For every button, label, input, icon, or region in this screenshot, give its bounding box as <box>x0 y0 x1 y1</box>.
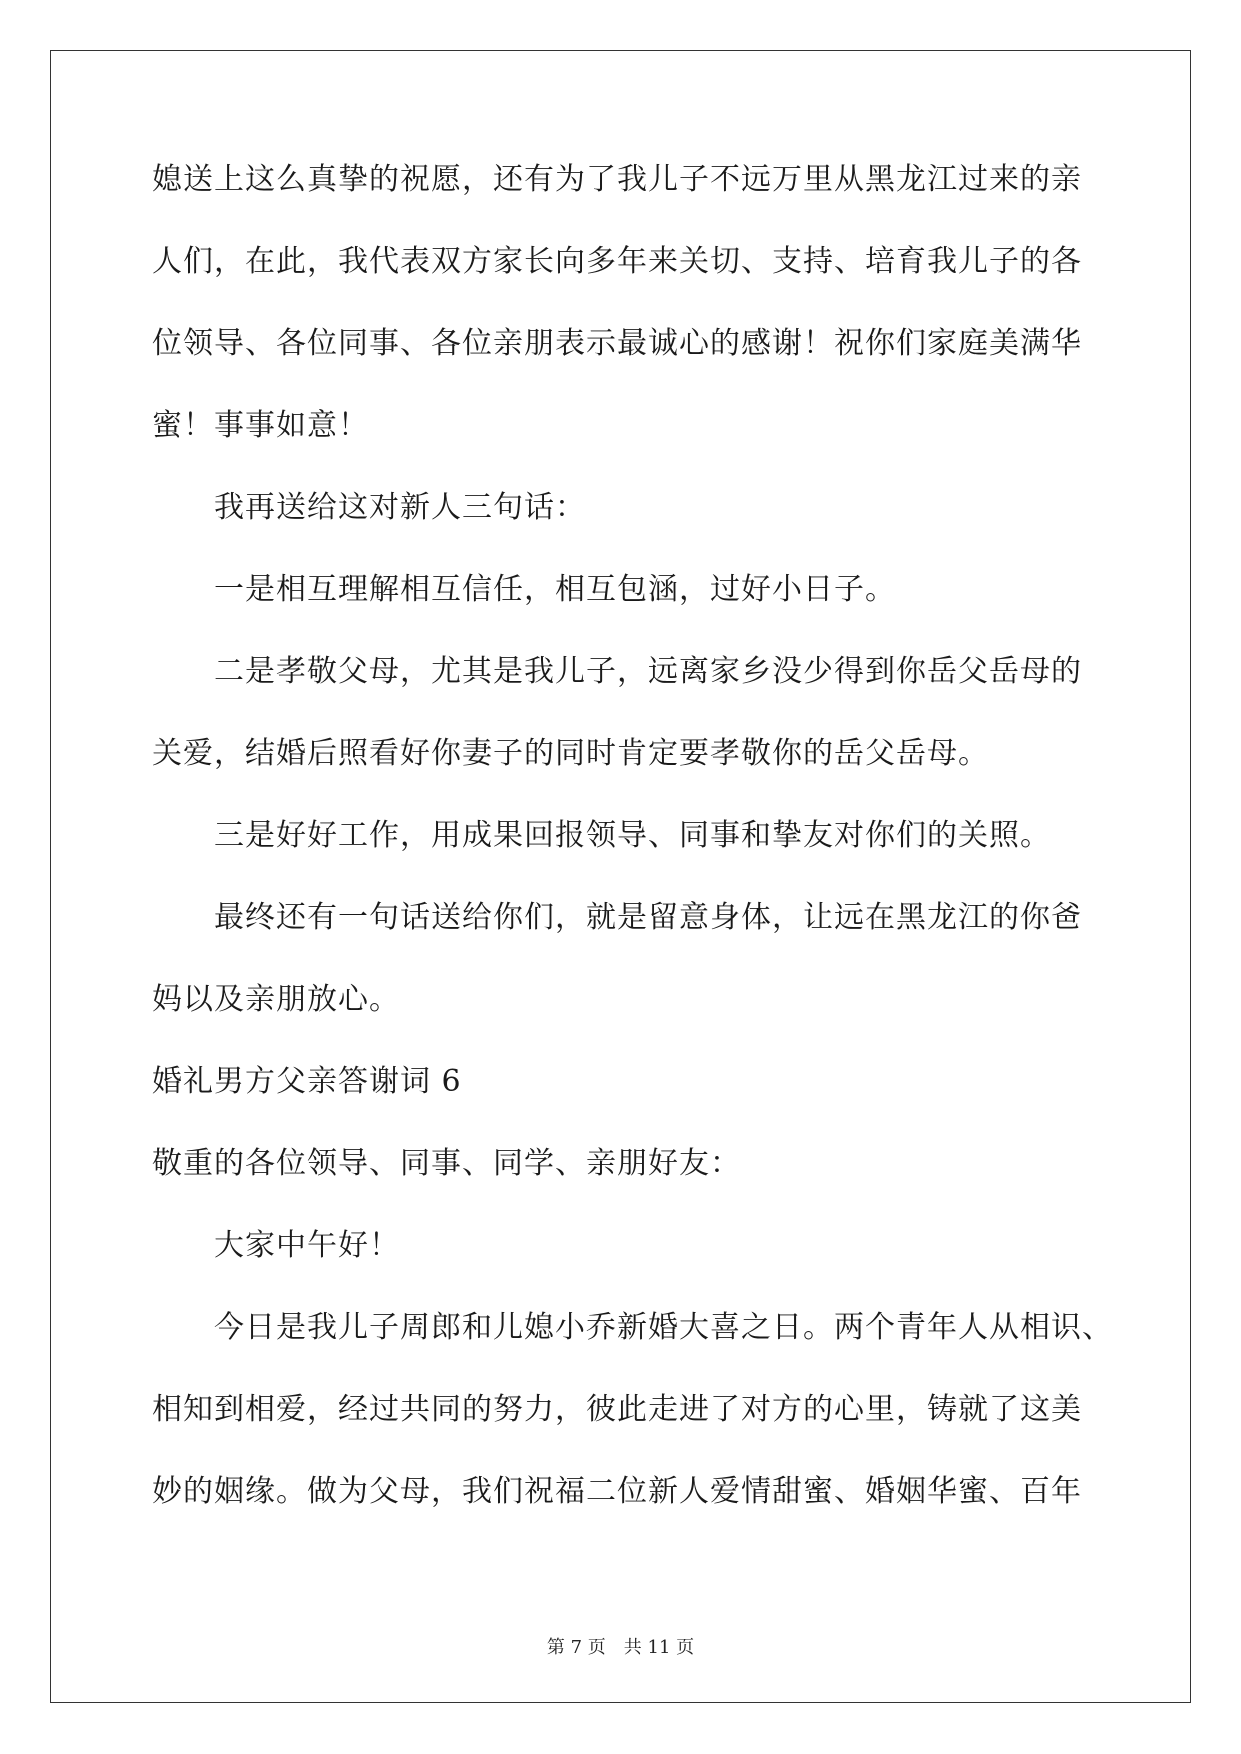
page-number-total: 共 11 页 <box>623 1637 695 1658</box>
text-line: 人们，在此，我代表双方家长向多年来关切、支持、培育我儿子的各 <box>152 244 1082 279</box>
section-heading: 婚礼男方父亲答谢词 6 <box>152 1064 462 1099</box>
text-line: 最终还有一句话送给你们，就是留意身体，让远在黑龙江的你爸 <box>214 900 1082 935</box>
document-body <box>152 160 1113 1554</box>
greeting: 大家中午好！ <box>214 1228 400 1263</box>
text-line: 妙的姻缘。做为父母，我们祝福二位新人爱情甜蜜、婚姻华蜜、百年 <box>152 1474 1082 1509</box>
salutation: 敬重的各位领导、同事、同学、亲朋好友： <box>152 1146 741 1181</box>
text-line: 我再送给这对新人三句话： <box>214 490 586 525</box>
text-line: 二是孝敬父母，尤其是我儿子，远离家乡没少得到你岳父岳母的 <box>214 654 1082 689</box>
page-footer <box>0 1633 1241 1659</box>
text-line: 妈以及亲朋放心。 <box>152 982 400 1017</box>
text-line: 相知到相爱，经过共同的努力，彼此走进了对方的心里，铸就了这美 <box>152 1392 1082 1427</box>
text-line: 位领导、各位同事、各位亲朋表示最诚心的感谢！祝你们家庭美满华 <box>152 326 1082 361</box>
text-line: 关爱，结婚后照看好你妻子的同时肯定要孝敬你的岳父岳母。 <box>152 736 989 771</box>
text-line: 三是好好工作，用成果回报领导、同事和挚友对你们的关照。 <box>214 818 1051 853</box>
text-line: 一是相互理解相互信任，相互包涵，过好小日子。 <box>214 572 896 607</box>
text-line: 蜜！事事如意！ <box>152 408 369 443</box>
text-line: 媳送上这么真挚的祝愿，还有为了我儿子不远万里从黑龙江过来的亲 <box>152 162 1082 197</box>
text-line: 今日是我儿子周郎和儿媳小乔新婚大喜之日。两个青年人从相识、 <box>214 1310 1113 1345</box>
page-number-current: 第 7 页 <box>546 1637 606 1658</box>
